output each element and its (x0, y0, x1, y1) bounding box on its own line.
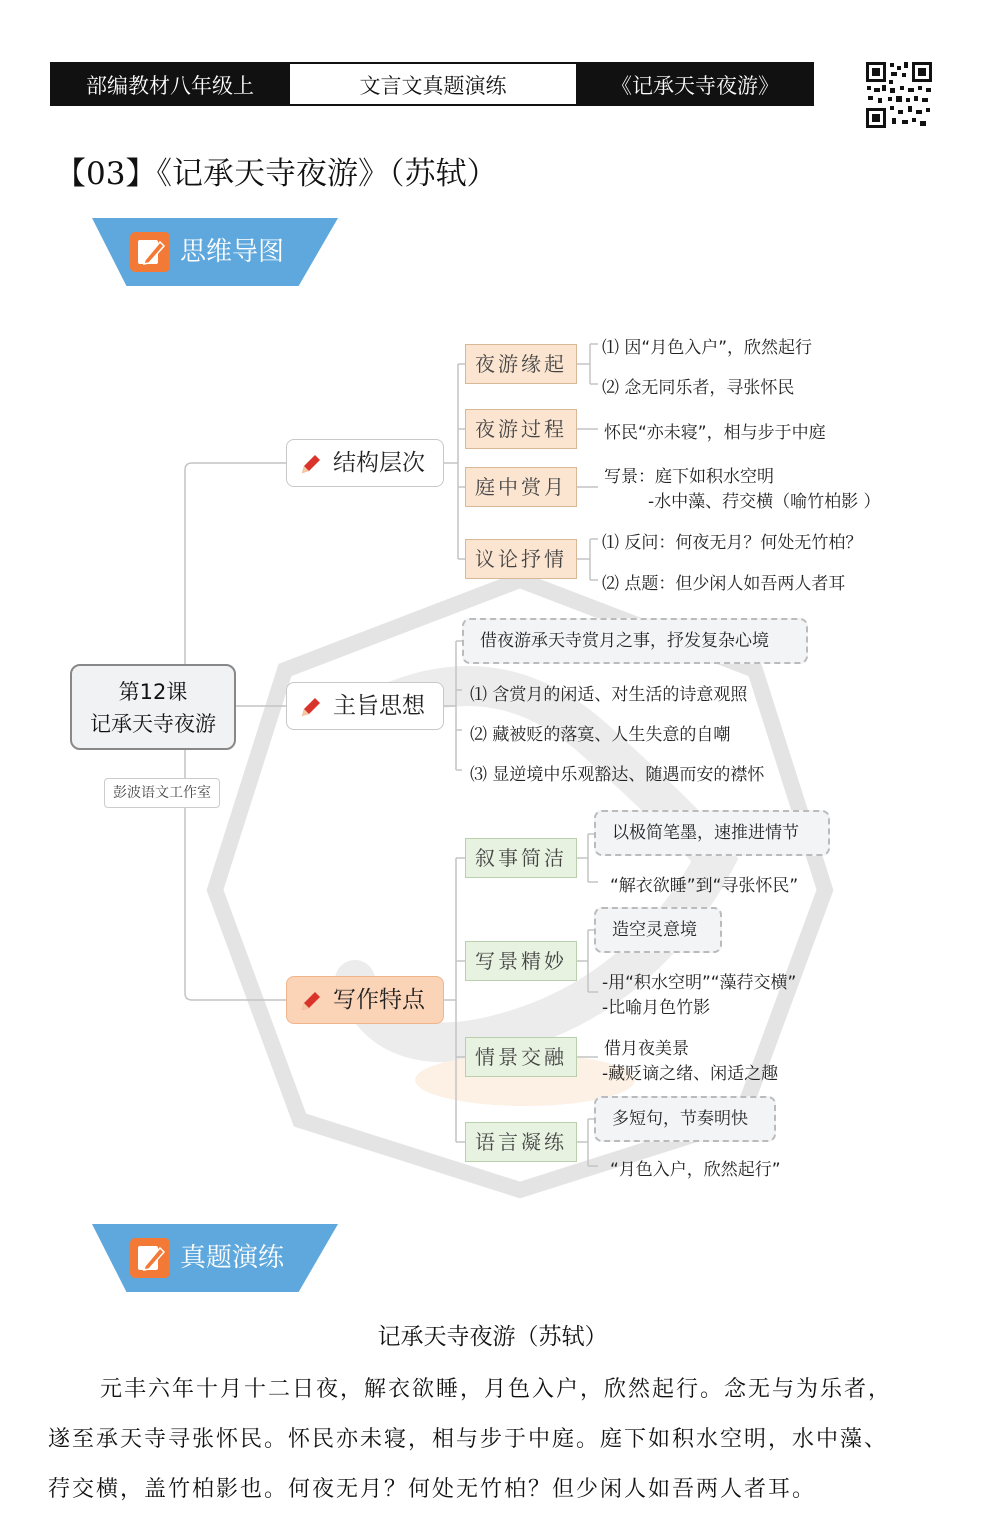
branch-writing-label: 写作特点 (333, 987, 425, 1013)
leaf-emotion-2: -藏贬谪之绪、闲适之趣 (602, 1064, 779, 1084)
leaf-language-1: “月色入户，欣然起行” (610, 1160, 781, 1180)
node-concise-narration: 叙事简洁 (465, 838, 577, 878)
leaf-emotion-1: 借月夜美景 (604, 1039, 689, 1059)
leaf-moon-1: 写景：庭下如积水空明 (604, 467, 774, 487)
root-lesson-number: 第12课 (118, 680, 188, 704)
node-process: 夜游过程 (465, 409, 577, 449)
leaf-discussion-2: ⑵ 点题：但少闲人如吾两人者耳 (602, 574, 846, 594)
mindmap-banner-label: 思维导图 (180, 237, 285, 267)
theme-summary: 借夜游承天寺赏月之事，抒发复杂心境 (462, 618, 808, 664)
red-pencil-icon (299, 989, 323, 1013)
studio-label: 彭波语文工作室 (104, 778, 220, 808)
leaf-scenery-1: -用“积水空明”“藻荇交横” (602, 973, 797, 993)
note-concise-narration: 以极简笔墨，速推进情节 (594, 810, 830, 856)
leaf-theme-2: ⑵ 藏被贬的落寞、人生失意的自嘲 (470, 725, 731, 745)
header-topic: 文言文真题演练 (288, 62, 578, 106)
header-lesson: 《记承天寺夜游》 (576, 62, 814, 106)
node-discussion: 议论抒情 (465, 539, 577, 579)
practice-banner (92, 1224, 338, 1292)
branch-structure (286, 439, 444, 487)
node-origin: 夜游缘起 (465, 344, 577, 384)
practice-banner-label: 真题演练 (180, 1243, 285, 1273)
poem-line-1: 元丰六年十月十二日夜，解衣欲睡，月色入户，欣然起行。念无与为乐者， (100, 1377, 893, 1402)
node-language: 语言凝练 (465, 1122, 577, 1162)
branch-theme (286, 682, 444, 730)
red-pencil-icon (299, 452, 323, 476)
lesson-title: 【03】《记承天寺夜游》（苏轼） (55, 156, 498, 192)
note-language: 多短句，节奏明快 (594, 1096, 776, 1142)
node-scenery: 写景精妙 (465, 941, 577, 981)
branch-structure-label: 结构层次 (333, 450, 425, 476)
note-scenery: 造空灵意境 (594, 907, 722, 953)
node-emotion-scene: 情景交融 (465, 1037, 577, 1077)
node-moon-viewing: 庭中赏月 (465, 467, 577, 507)
header-grade: 部编教材八年级上 (50, 62, 290, 106)
leaf-process-1: 怀民“亦未寝”，相与步于中庭 (604, 423, 826, 443)
leaf-theme-3: ⑶ 显逆境中乐观豁达、随遇而安的襟怀 (470, 765, 765, 785)
note-pencil-icon (130, 1238, 170, 1278)
branch-theme-label: 主旨思想 (333, 693, 425, 719)
poem-line-2: 遂至承天寺寻张怀民。怀民亦未寝，相与步于中庭。庭下如积水空明，水中藻、 (48, 1427, 889, 1452)
leaf-concise-1: “解衣欲睡”到“寻张怀民” (610, 876, 799, 896)
root-lesson-title: 记承天寺夜游 (90, 712, 216, 736)
mindmap-root (70, 664, 236, 750)
branch-writing (286, 976, 444, 1024)
leaf-origin-2: ⑵ 念无同乐者，寻张怀民 (602, 378, 795, 398)
leaf-moon-2: -水中藻、荇交横（喻竹柏影 ） (648, 492, 881, 512)
poem-line-3: 荇交横，盖竹柏影也。何夜无月？何处无竹柏？但少闲人如吾两人者耳。 (48, 1477, 817, 1502)
leaf-discussion-1: ⑴ 反问：何夜无月？何处无竹柏？ (602, 533, 863, 553)
red-pencil-icon (299, 695, 323, 719)
leaf-origin-1: ⑴ 因“月色入户”，欣然起行 (602, 338, 813, 358)
leaf-scenery-2: -比喻月色竹影 (602, 998, 711, 1018)
leaf-theme-1: ⑴ 含赏月的闲适、对生活的诗意观照 (470, 685, 748, 705)
poem-title: 记承天寺夜游（苏轼） (377, 1324, 608, 1350)
